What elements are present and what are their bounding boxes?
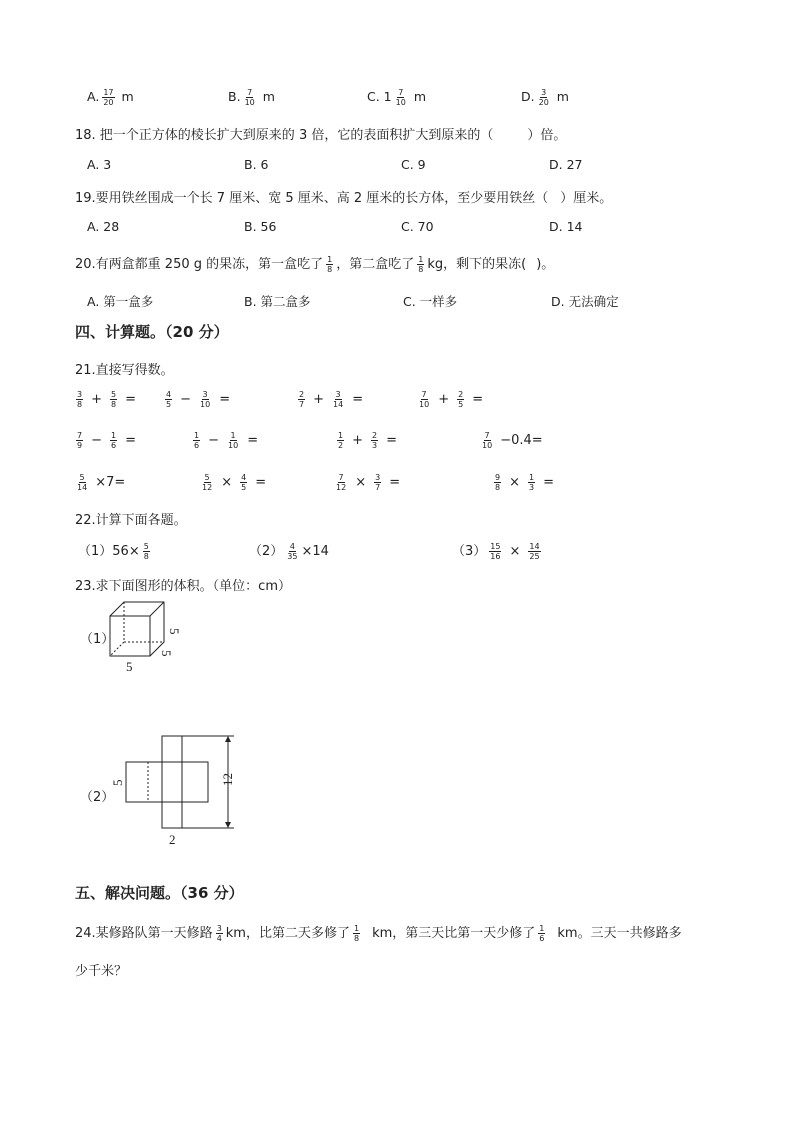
q18-option-c: C. 9 — [401, 157, 426, 172]
net-fold-lines — [148, 762, 182, 802]
cube-figure — [104, 598, 194, 680]
q19-option-a: A. 28 — [87, 219, 120, 234]
q17-option-b: B. $\frac{7}{10}$ m — [228, 88, 275, 107]
figure-2-label: （2） — [80, 790, 115, 805]
q24-question-line2: 少千米？ — [75, 964, 128, 979]
q22-item-2: （2） $\frac{4}{35}$ ×14 — [249, 542, 329, 561]
q20-option-b: B. 第二盒多 — [244, 294, 311, 309]
q17-option-c: C. 1 $\frac{7}{10}$ m — [367, 88, 426, 107]
q21-expr: $\frac{4}{5}$ − $\frac{3}{10}$ = — [166, 390, 231, 409]
figure-1-label: （1） — [80, 632, 115, 647]
q18-option-a: A. 3 — [87, 157, 112, 172]
fraction: $\frac{1}{8}$ — [327, 255, 333, 274]
q21-expr: $\frac{7}{10}$ + $\frac{2}{5}$ = — [419, 390, 484, 409]
q22-item-1: （1）56× $\frac{5}{8}$ — [78, 542, 149, 561]
q21-expr: $\frac{7}{12}$ × $\frac{3}{7}$ = — [336, 473, 401, 492]
q18-option-b: B. 6 — [244, 157, 269, 172]
q19-option-c: C. 70 — [401, 219, 434, 234]
q19-option-b: B. 56 — [244, 219, 277, 234]
q20-option-a: A. 第一盒多 — [87, 294, 154, 309]
section-heading-problem-solving: 五、解决问题。（36 分） — [75, 884, 244, 902]
fraction: $\frac{7}{10}$ — [395, 88, 406, 107]
q17-option-a: A. $\frac{17}{20}$ m — [87, 88, 134, 107]
q21-expr: $\frac{7}{9}$ − $\frac{1}{6}$ = — [77, 431, 136, 450]
section-heading-calculation: 四、计算题。（20 分） — [75, 323, 229, 341]
q19-question: 19.要用铁丝围成一个长 7 厘米、宽 5 厘米、高 2 厘米的长方体，至少要用铁丝（ ）厘米。 — [75, 191, 613, 206]
net-height-label: 12 — [220, 773, 235, 786]
q22-title: 22.计算下面各题。 — [75, 513, 187, 528]
net-horizontal-strip — [126, 762, 208, 802]
fraction: $\frac{3}{20}$ — [538, 88, 549, 107]
q24-question-line1: 24.某修路队第一天修路 $\frac{3}{4}$ km，比第二天多修了 $\frac{1}{8}$ km，第三天比第一天少修了 $\frac{1}{6}$ km。三天一共修路多 — [75, 924, 682, 943]
q21-expr: $\frac{1}{2}$ + $\frac{2}{3}$ = — [338, 431, 397, 450]
q23-title: 23.求下面图形的体积。（单位：cm） — [75, 579, 291, 594]
q21-expr: $\frac{1}{6}$ − $\frac{1}{10}$ = — [194, 431, 259, 450]
q21-expr: $\frac{5}{14}$ ×7= — [77, 473, 126, 492]
q19-option-d: D. 14 — [549, 219, 583, 234]
cube-width-label: 5 — [126, 659, 133, 674]
q20-option-c: C. 一样多 — [403, 294, 458, 309]
fraction: $\frac{1}{8}$ — [418, 255, 424, 274]
q20-question: 20.有两盒都重 250 g 的果冻，第一盒吃了 $\frac{1}{8}$ ，第二盒吃了 $\frac{1}{8}$ kg，剩下的果冻( )。 — [75, 255, 555, 274]
q18-question: 18. 把一个正方体的棱长扩大到原来的 3 倍，它的表面积扩大到原来的（ ）倍。 — [75, 128, 567, 143]
cube-front-face — [110, 616, 150, 656]
q21-expr: $\frac{9}{8}$ × $\frac{1}{3}$ = — [495, 473, 554, 492]
q21-expr: $\frac{7}{10}$ −0.4= — [482, 431, 543, 450]
net-side-label: 5 — [110, 779, 125, 786]
cube-height-label: 5 — [167, 628, 182, 635]
net-vertical-strip — [162, 736, 182, 828]
q20-option-d: D. 无法确定 — [551, 294, 619, 309]
q21-expr: $\frac{3}{8}$ + $\frac{5}{8}$ = — [77, 390, 136, 409]
q21-expr: $\frac{2}{7}$ + $\frac{3}{14}$ = — [299, 390, 364, 409]
q21-expr: $\frac{5}{12}$ × $\frac{4}{5}$ = — [202, 473, 267, 492]
q17-option-d: D. $\frac{3}{20}$ m — [521, 88, 569, 107]
fraction: $\frac{7}{10}$ — [244, 88, 255, 107]
cuboid-net-figure — [104, 728, 254, 852]
cube-depth-label: 5 — [159, 650, 174, 657]
q18-option-d: D. 27 — [549, 157, 583, 172]
q21-title: 21.直接写得数。 — [75, 363, 174, 378]
net-bottom-label: 2 — [169, 832, 176, 847]
fraction: $\frac{17}{20}$ — [103, 88, 114, 107]
q22-item-3: （3） $\frac{15}{16}$ × $\frac{14}{25}$ — [452, 542, 540, 561]
